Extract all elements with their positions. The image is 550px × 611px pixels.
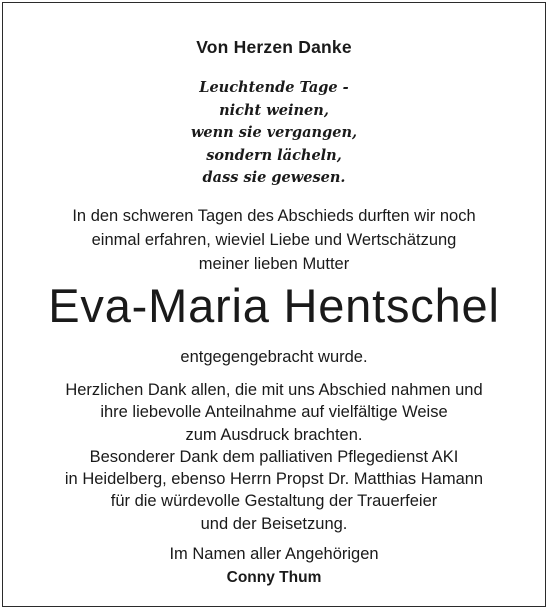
poem-line: Leuchtende Tage - (199, 79, 349, 96)
after-name-line: entgegengebracht wurde. (180, 348, 368, 366)
thanks-line: zum Ausdruck brachten. (185, 425, 363, 444)
thanks-line: für die würdevolle Gestaltung der Trauerfeier (110, 492, 438, 511)
heading: Von Herzen Danke (196, 37, 352, 57)
thanks-line: ihre liebevolle Anteilnahme auf vielfältige Weise (100, 403, 448, 422)
signature: Conny Thum (226, 569, 322, 586)
poem-line: nicht weinen, (219, 101, 329, 119)
closing-block (3, 543, 545, 589)
deceased-name: Eva-Maria Hentschel (48, 279, 500, 332)
intro-line: In den schweren Tagen des Abschieds durften wir noch (72, 207, 476, 225)
thanks-line: Herzlichen Dank allen, die mit uns Abschied nahmen und (65, 381, 483, 399)
thanks-text (3, 379, 545, 535)
poem-line: wenn sie vergangen, (190, 124, 358, 141)
poem (3, 77, 545, 190)
thanks-line: in Heidelberg, ebenso Herrn Propst Dr. Matthias Hamann (64, 470, 484, 489)
intro-line: meiner lieben Mutter (198, 255, 350, 273)
closing-line: Im Namen aller Angehörigen (169, 545, 379, 563)
thanks-line: und der Beisetzung. (200, 514, 348, 533)
poem-line: sondern lächeln, (206, 146, 342, 164)
intro-line: einmal erfahren, wieviel Liebe und Wertschätzung (91, 231, 457, 249)
obituary-card (2, 2, 546, 607)
intro-text (3, 204, 545, 276)
thanks-line: Besonderer Dank dem palliativen Pflegedienst AKI (89, 447, 459, 466)
poem-line: dass sie gewesen. (202, 169, 346, 186)
after-name-text (3, 345, 545, 369)
